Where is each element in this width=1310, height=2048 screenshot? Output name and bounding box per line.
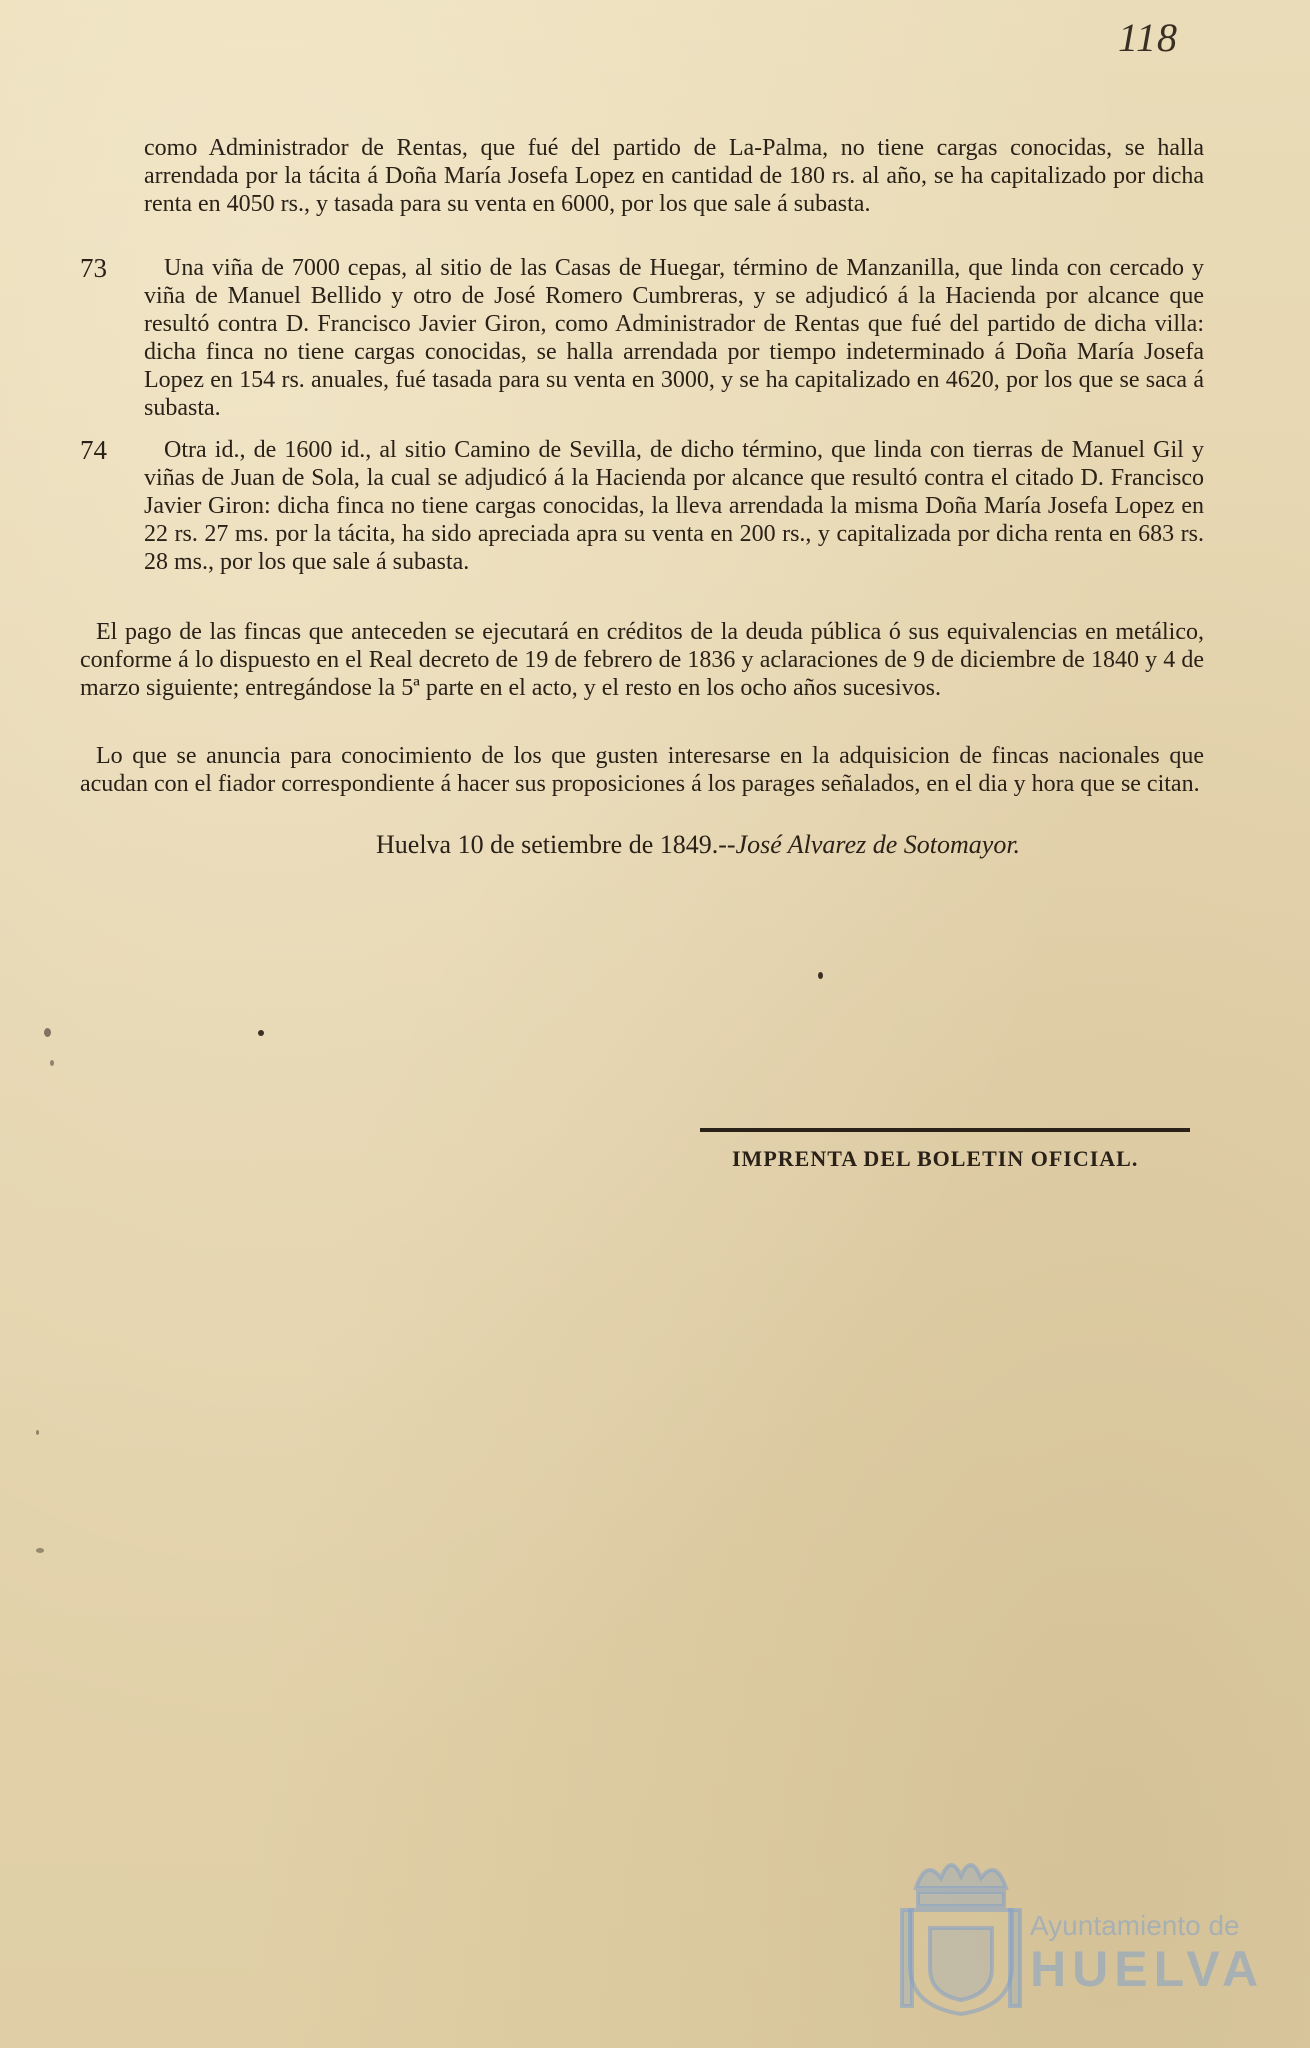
item-number: 73 [80, 253, 107, 283]
announcement-paragraph: Lo que se anuncia para conocimiento de los que gusten interesarse en la adquisicion de fincas nacionales que acudan con el fiador correspondiente á hacer sus proposiciones á los parages señalados, en el dia y hora que se citan. [80, 743, 1204, 797]
signature-line [376, 830, 1020, 860]
paper-speck [818, 972, 823, 979]
folio-number: 118 [1118, 15, 1179, 60]
payment-paragraph: El pago de las fincas que anteceden se ejecutará en créditos de la deuda pública ó sus equivalencias en metálico, conforme á lo dispuesto en el Real decreto de 19 de febrero de 1836 y aclaraciones de 9 de diciembre de 1840 y 4 de marzo siguiente; entregándose la 5ª parte en el acto, y el resto en los ocho años sucesivos. [80, 619, 1204, 701]
item-text-content: Una viña de 7000 cepas, al sitio de las Casas de Huegar, término de Manzanilla, que linda con cercado y viña de Manuel Bellido y otro de José Romero Cumbreras, y se adjudicó á la Hacienda por alcance que resultó contra D. Francisco Javier Giron, como Administrador de Rentas que fué del partido de dicha villa: dicha finca no tiene cargas conocidas, se halla arrendada por tiempo indeterminado á Doña María Josefa Lopez en 154 rs. anuales, fué tasada para su venta en 3000, y se ha capitalizado en 4620, por los que se saca á subasta. [144, 255, 1204, 421]
intro-text: como Administrador de Rentas, que fué del partido de La-Palma, no tiene cargas conocidas, se halla arrendada por la tácita á Doña María Josefa Lopez en cantidad de 180 rs. al año, se ha capitalizado por dicha renta en 4050 rs., y tasada para su venta en 6000, por los que sale á subasta. [144, 135, 1204, 217]
item-number: 74 [80, 435, 107, 465]
watermark-line2: HUELVA [1030, 1941, 1265, 1997]
place-date: Huelva 10 de setiembre de 1849.-- [376, 830, 736, 859]
item-text-content: Otra id., de 1600 id., al sitio Camino de Sevilla, de dicho término, que linda con tierras de Manuel Gil y viñas de Juan de Sola, la cual se adjudicó á la Hacienda por alcance que resultó contra el citado D. Francisco Javier Giron: dicha finca no tiene cargas conocidas, la lleva arrendada la misma Doña María Josefa Lopez en 22 rs. 27 ms. por la tácita, ha sido apreciada apra su venta en 200 rs., y capitalizada por dicha renta en 683 rs. 28 ms., por los que sale á subasta. [144, 437, 1204, 575]
watermark [890, 1840, 1270, 2030]
signatory-name: José Alvarez de Sotomayor. [735, 830, 1021, 859]
paper-speck [50, 1060, 54, 1066]
paper-speck [258, 1030, 264, 1036]
item-text [144, 436, 1204, 576]
paper-speck [36, 1548, 44, 1553]
paper-speck [44, 1028, 51, 1037]
list-item-73 [80, 254, 1204, 422]
divider-rule [700, 1128, 1190, 1132]
intro-paragraph [144, 134, 1204, 218]
crest-icon [896, 1848, 1026, 2018]
paper-speck [36, 1430, 39, 1435]
watermark-line1: Ayuntamiento de [1030, 1910, 1240, 1941]
list-item-74 [80, 436, 1204, 576]
imprint-line: IMPRENTA DEL BOLETIN OFICIAL. [732, 1146, 1139, 1171]
item-text [144, 254, 1204, 422]
